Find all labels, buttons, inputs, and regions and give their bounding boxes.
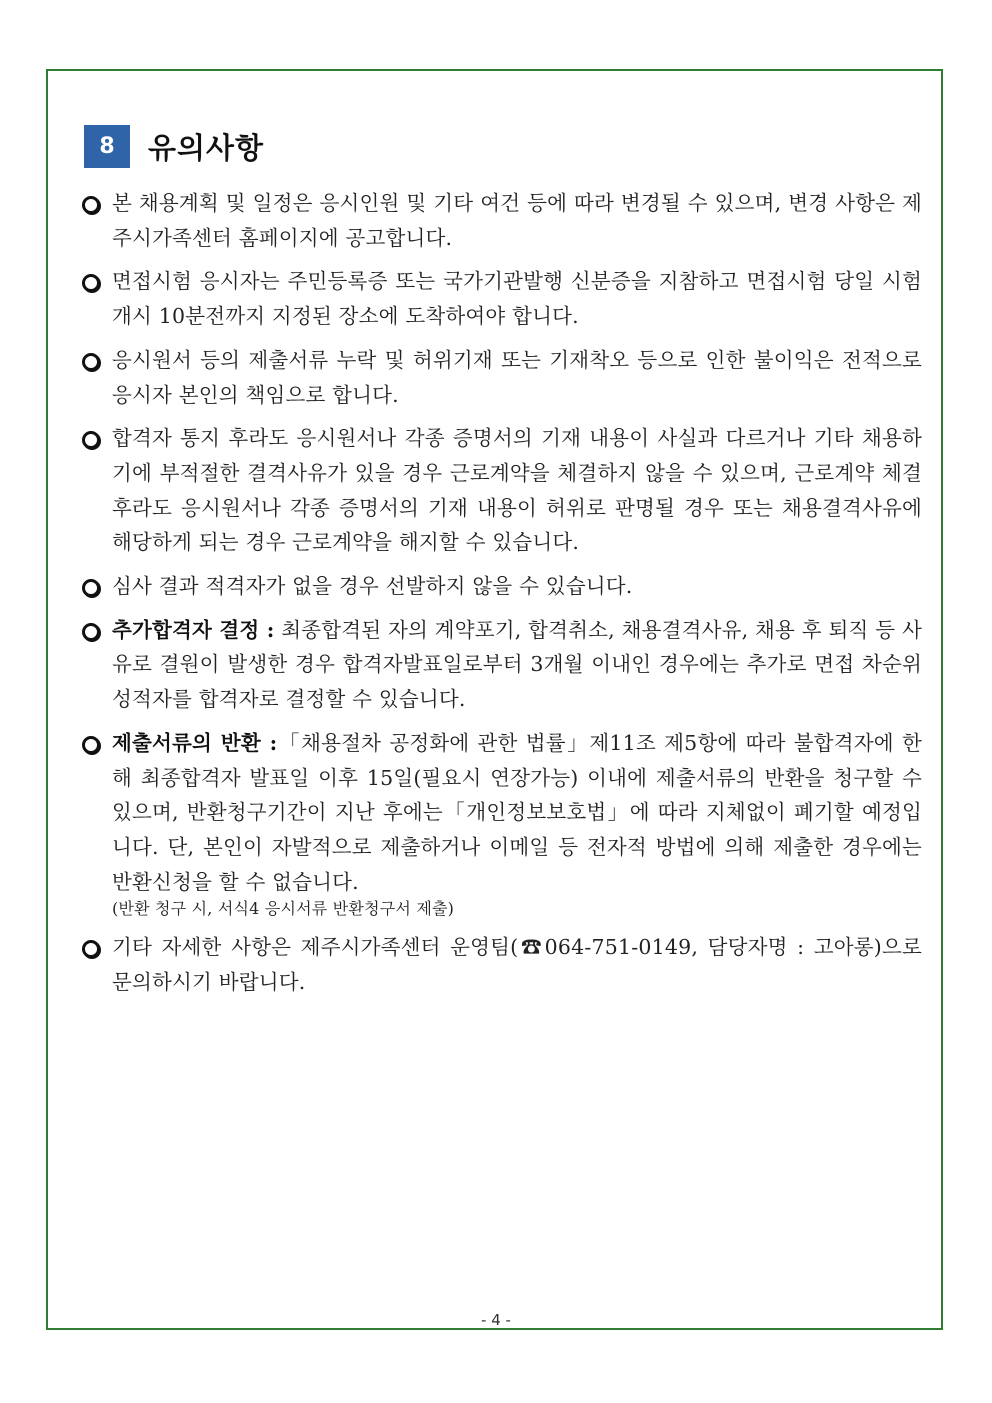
note-text: 본 채용계획 및 일정은 응시인원 및 기타 여건 등에 따라 변경될 수 있으며, 변경 사항은 제주시가족센터 홈페이지에 공고합니다. <box>112 191 922 250</box>
circle-bullet-icon <box>82 940 100 958</box>
note-item <box>80 569 922 604</box>
section-number-badge: 8 <box>84 125 130 168</box>
circle-bullet-icon <box>82 196 100 214</box>
circle-bullet-icon <box>82 431 100 449</box>
note-label: 추가합격자 결정 : <box>112 617 275 642</box>
page-number: - 4 - <box>481 1311 511 1329</box>
circle-bullet-icon <box>82 623 100 641</box>
note-item <box>80 343 922 412</box>
circle-bullet-icon <box>82 579 100 597</box>
note-item <box>80 421 922 560</box>
note-item-additional-pass <box>80 613 922 717</box>
circle-bullet-icon <box>82 274 100 292</box>
note-text: 합격자 통지 후라도 응시원서나 각종 증명서의 기재 내용이 사실과 다르거나 기타 채용하기에 부적절한 결격사유가 있을 경우 근로계약을 체결하지 않을 수 있으며, 근로계약 체결 후라도 응시원서나 각종 증명서의 기재 내용이 허위로 판명될 경우 또는 채용결격사유에 해당하게 되는 경우 근로계약을 해지할 수 있습니다. <box>112 426 922 555</box>
notes-list <box>80 186 922 1009</box>
circle-bullet-icon <box>82 353 100 371</box>
note-item <box>80 264 922 333</box>
note-item-contact <box>80 930 922 999</box>
note-item <box>80 186 922 255</box>
note-text: 심사 결과 적격자가 없을 경우 선발하지 않을 수 있습니다. <box>112 574 633 599</box>
note-text: 응시원서 등의 제출서류 누락 및 허위기재 또는 기재착오 등으로 인한 불이익은 전적으로 응시자 본인의 책임으로 합니다. <box>112 347 922 407</box>
section-title: 유의사항 <box>148 131 265 165</box>
note-text: 「채용절차 공정화에 관한 법률」제11조 제5항에 따라 불합격자에 한해 최종합격자 발표일 이후 15일(필요시 연장가능) 이내에 제출서류의 반환을 청구할 수 있으며, 반환청구기간이 지난 후에는「개인정보보호법」에 따라 지체없이 폐기할 예정입니다. 단, 본인이 자발적으로 제출하거나 이메일 등 전자적 방법에 의해 제출한 경우에는 반환신청을 할 수 없습니다. <box>112 730 922 894</box>
note-text: 기타 자세한 사항은 제주시가족센터 운영팀(☎064-751-0149, 담당자명 : 고아롱)으로 문의하시기 바랍니다. <box>112 935 922 995</box>
note-text: 최종합격된 자의 계약포기, 합격취소, 채용결격사유, 채용 후 퇴직 등 사유로 결원이 발생한 경우 합격자발표일로부터 3개월 이내인 경우에는 추가로 면접 차순위 성적자를 합격자로 결정할 수 있습니다. <box>112 617 922 712</box>
circle-bullet-icon <box>82 736 100 754</box>
section-header <box>84 125 264 168</box>
note-subnote: (반환 청구 시, 서식4 응시서류 반환청구서 제출) <box>112 899 455 919</box>
note-text: 면접시험 응시자는 주민등록증 또는 국가기관발행 신분증을 지참하고 면접시험 당일 시험개시 10분전까지 지정된 장소에 도착하여야 합니다. <box>112 269 922 329</box>
note-label: 제출서류의 반환 : <box>112 730 278 755</box>
note-item-document-return <box>80 726 922 922</box>
